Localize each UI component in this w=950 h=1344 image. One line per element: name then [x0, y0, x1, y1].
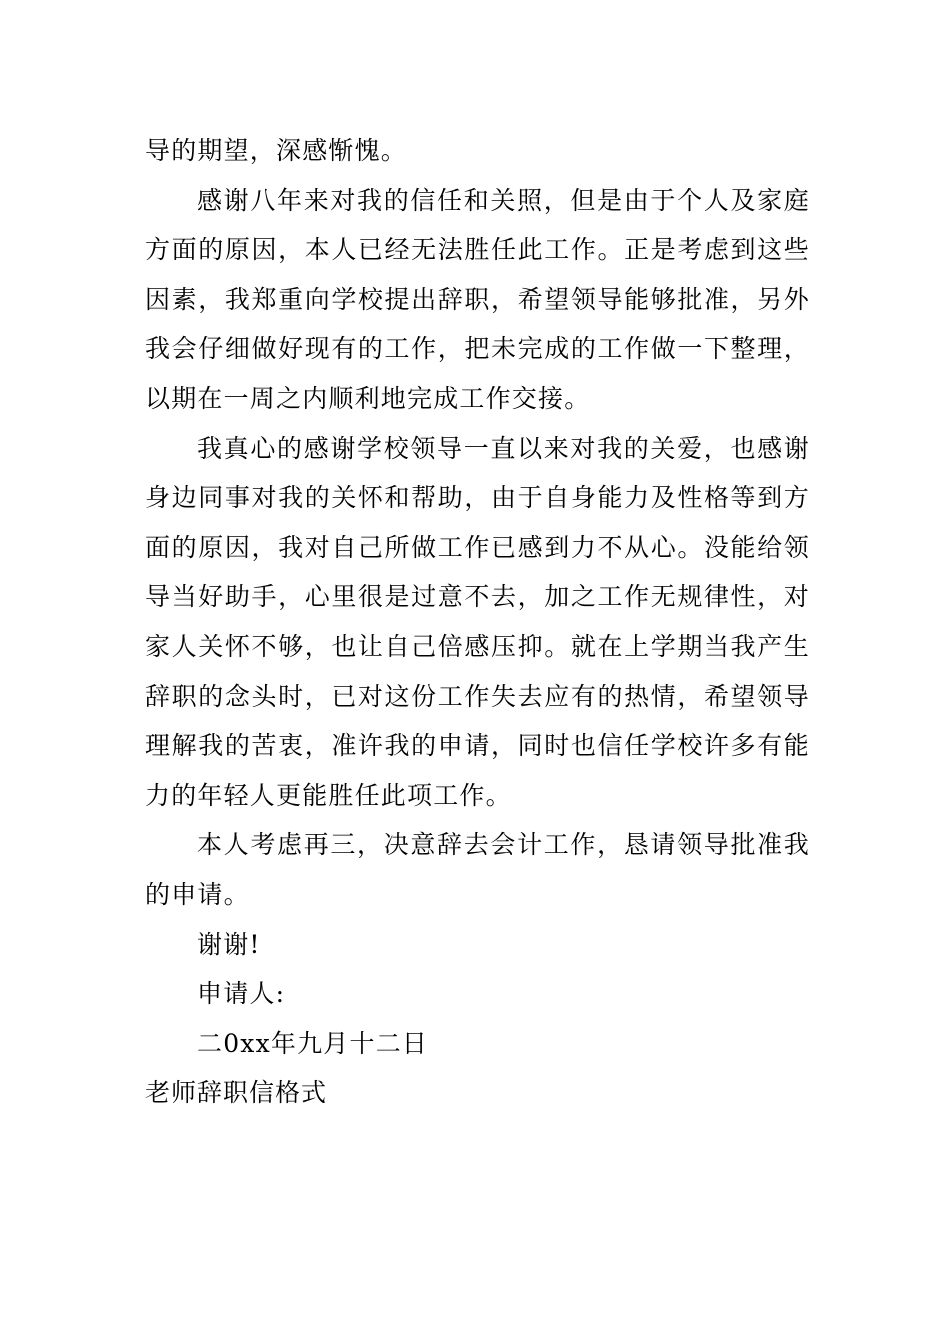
paragraph-continuation: 导的期望，深感惭愧。: [145, 136, 408, 165]
closing-thanks: 谢谢!: [197, 929, 261, 959]
applicant-label: 申请人:: [197, 979, 286, 1009]
letter-body: [145, 126, 810, 1118]
paragraph-thanks-reason: 感谢八年来对我的信任和关照，但是由于个人及家庭方面的原因，本人已经无法胜任此工作。正是考虑到这些因素，我郑重向学校提出辞职，希望领导能够批准，另外我会仔细做好现有的工作，把未完成的工作做一下整理，以期在一周之内顺利地完成工作交接。: [145, 185, 810, 413]
paragraph-request: 本人考虑再三，决意辞去会计工作，恳请领导批准我的申请。: [145, 830, 810, 909]
section-heading: 老师辞职信格式: [145, 1078, 328, 1108]
paragraph-gratitude: 我真心的感谢学校领导一直以来对我的关爱，也感谢身边同事对我的关怀和帮助，由于自身能力及性格等到方面的原因，我对自己所做工作已感到力不从心。没能给领导当好助手，心里很是过意不去，加之工作无规律性，对家人关怀不够，也让自己倍感压抑。就在上学期当我产生辞职的念头时，已对这份工作失去应有的热情，希望领导理解我的苦衷，准许我的申请，同时也信任学校许多有能力的年轻人更能胜任此项工作。: [145, 433, 810, 810]
letter-date: 二0xx年九月十二日: [197, 1028, 429, 1058]
